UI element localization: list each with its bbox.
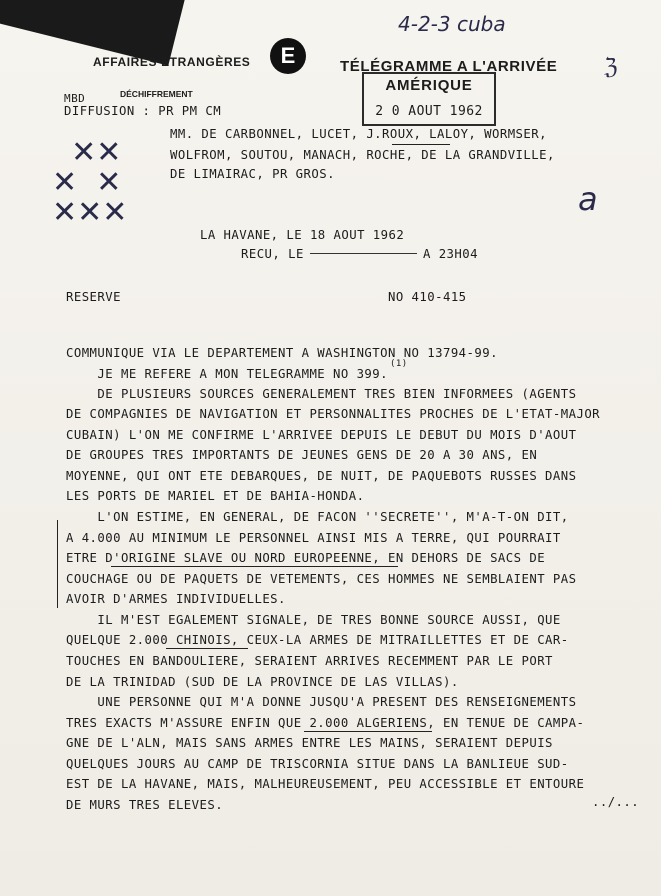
struck-out-date <box>310 253 417 254</box>
body-line: MOYENNE, QUI ONT ETE DEBARQUES, DE NUIT, DE PAQUEBOTS RUSSES DANS <box>66 469 577 483</box>
body-line: TOUCHES EN BANDOULIERE, SERAIENT ARRIVES RECEMMENT PAR LE PORT <box>66 654 553 668</box>
handwritten-underline <box>304 731 432 732</box>
body-line: QUELQUES JOURS AU CAMP DE TRISCORNIA SITUE DANS LA BANLIEUE SUD- <box>66 757 569 771</box>
handwritten-side-mark: ℨ <box>604 55 618 80</box>
received-time: A 23H04 <box>423 247 478 261</box>
handwritten-reference: 4-2-3 cuba <box>398 12 506 36</box>
diffusion-line: DIFFUSION : PR PM CM <box>64 104 222 118</box>
body-line: EST DE LA HAVANE, MAIS, MALHEUREUSEMENT, PEU ACCESSIBLE ET ENTOURE <box>66 777 585 791</box>
body-line: IL M'EST EGALEMENT SIGNALE, DE TRES BONNE SOURCE AUSSI, QUE <box>66 613 561 627</box>
body-line: L'ON ESTIME, EN GENERAL, DE FACON ''SECRETE'', M'A-T-ON DIT, <box>66 510 569 524</box>
body-line: CUBAIN) L'ON ME CONFIRME L'ARRIVEE DEPUIS LE DEBUT DU MOIS D'AOUT <box>66 428 577 442</box>
body-line: DE GROUPES TRES IMPORTANTS DE JEUNES GENS DE 20 A 30 ANS, EN <box>66 448 538 462</box>
handwritten-underline <box>166 648 248 649</box>
body-line: A 4.000 AU MINIMUM LE PERSONNEL AINSI MIS A TERRE, QUI POURRAIT <box>66 531 561 545</box>
stamp-date: 2 0 AOUT 1962 <box>375 104 483 119</box>
body-line: AVOIR D'ARMES INDIVIDUELLES. <box>66 592 286 606</box>
body-line: DE MURS TRES ELEVES. <box>66 798 224 812</box>
classification: RESERVE <box>66 290 121 304</box>
mbd-label: MBD <box>64 92 86 105</box>
body-line: QUELQUE 2.000 CHINOIS, CEUX-LA ARMES DE MITRAILLETTES ET DE CAR- <box>66 633 569 647</box>
body-line: ETRE D'ORIGINE SLAVE OU NORD EUROPEENNE, EN DEHORS DE SACS DE <box>66 551 546 565</box>
handwritten-cross-marks: ✕✕ ✕ ✕ ✕✕✕ <box>52 135 128 230</box>
body-line: GNE DE L'ALN, MAIS SANS ARMES ENTRE LES MAINS, SERAIENT DEPUIS <box>66 736 553 750</box>
body-line: DE COMPAGNIES DE NAVIGATION ET PERSONNALITES PROCHES DE L'ETAT-MAJOR <box>66 407 601 421</box>
body-line: UNE PERSONNE QUI M'A DONNE JUSQU'A PRESENT DES RENSEIGNEMENTS <box>66 695 577 709</box>
body-line: DE PLUSIEURS SOURCES GENERALEMENT TRES BIEN INFORMEES (AGENTS <box>66 387 577 401</box>
received-label: RECU, LE <box>241 247 304 261</box>
reception-stamp <box>362 72 496 126</box>
e-seal-icon: E <box>270 38 306 74</box>
handwritten-underline <box>392 144 450 145</box>
distribution-line-2: WOLFROM, SOUTOU, MANACH, ROCHE, DE LA GRANDVILLE, <box>170 148 555 162</box>
distribution-line-3: DE LIMAIRAC, PR GROS. <box>170 167 335 181</box>
ministry-name: AFFAIRES ÉTRANGÈRES <box>93 55 251 69</box>
margin-bracket <box>57 520 58 608</box>
handwritten-letter-mark: a <box>578 180 598 218</box>
body-line: LES PORTS DE MARIEL ET DE BAHIA-HONDA. <box>66 489 365 503</box>
body-line: DE LA TRINIDAD (SUD DE LA PROVINCE DE LAS VILLAS). <box>66 675 459 689</box>
footnote-marker: (1) <box>390 359 408 369</box>
dechiffrement-label: DÉCHIFFREMENT <box>120 89 193 99</box>
telegram-numbers: NO 410-415 <box>388 290 467 304</box>
stamp-country: AMÉRIQUE <box>385 77 473 94</box>
body-line: JE ME REFERE A MON TELEGRAMME NO 399. <box>66 367 388 381</box>
body-line: TRES EXACTS M'ASSURE ENFIN QUE 2.000 ALGERIENS, EN TENUE DE CAMPA- <box>66 716 585 730</box>
body-line: COUCHAGE OU DE PAQUETS DE VETEMENTS, CES HOMMES NE SEMBLAIENT PAS <box>66 572 577 586</box>
distribution-line-1: MM. DE CARBONNEL, LUCET, J.ROUX, LALOY, WORMSER, <box>170 127 547 141</box>
body-line: COMMUNIQUE VIA LE DEPARTEMENT A WASHINGTON NO 13794-99. <box>66 346 498 360</box>
handwritten-underline <box>111 566 398 567</box>
telegram-title: TÉLÉGRAMME A L'ARRIVÉE <box>340 58 558 75</box>
place-date: LA HAVANE, LE 18 AOUT 1962 <box>200 228 405 242</box>
continuation-mark: ../... <box>592 795 640 809</box>
